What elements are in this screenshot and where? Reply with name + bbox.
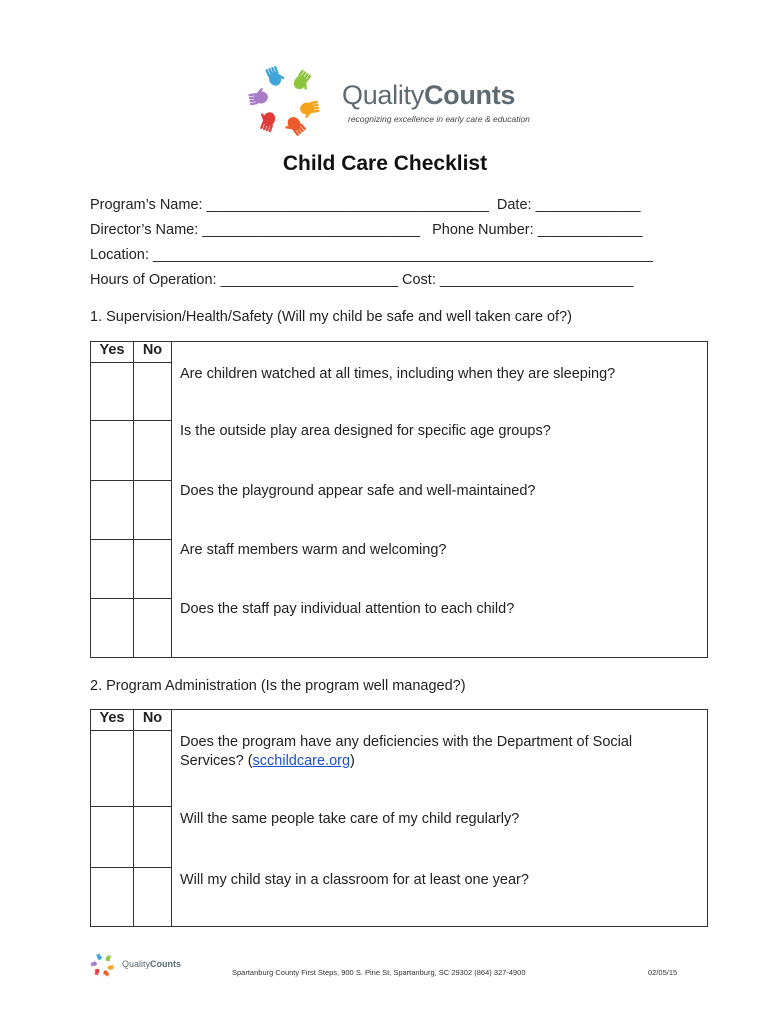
hand-print-icon — [256, 109, 277, 132]
yes-checkbox[interactable] — [91, 598, 134, 657]
no-column-header: No — [134, 710, 172, 731]
hand-print-icon — [90, 960, 97, 966]
no-checkbox[interactable] — [134, 806, 172, 867]
no-checkbox[interactable] — [134, 480, 172, 539]
footer-date: 02/05/15 — [648, 968, 678, 977]
no-checkbox[interactable] — [134, 730, 172, 806]
hand-print-icon — [96, 953, 103, 961]
no-checkbox[interactable] — [134, 539, 172, 598]
checklist-question: Will the same people take care of my child regularly? — [172, 806, 708, 867]
section1-checklist-table — [90, 341, 708, 658]
logo-tagline: recognizing excellence in early care & education — [348, 114, 530, 124]
hand-print-icon — [107, 965, 114, 971]
checklist-question: Does the program have any deficiencies with the Department of Social Services? (scchildcare.org) — [172, 730, 708, 806]
yes-column-header: Yes — [91, 342, 134, 363]
hands-logo-icon — [246, 62, 326, 140]
location-field[interactable]: Location: ______________________________________________________________ — [90, 247, 653, 263]
no-checkbox[interactable] — [134, 420, 172, 480]
yes-column-header: Yes — [91, 710, 134, 731]
footer-brand-name: QualityCounts — [122, 959, 182, 969]
section2-checklist-table — [90, 709, 708, 927]
yes-checkbox[interactable] — [91, 420, 134, 480]
logo-brand-name: QualityCounts — [342, 80, 516, 110]
director-phone-field[interactable]: Director’s Name: ___________________________ Phone Number: _____________ — [90, 222, 643, 238]
yes-checkbox[interactable] — [91, 867, 134, 926]
hand-print-icon — [105, 954, 113, 962]
hand-print-icon — [102, 969, 110, 977]
footer-address: Spartanburg County First Steps, 900 S. Pine St, Spartanburg, SC 29302 (864) 327-4900 — [232, 968, 526, 977]
checklist-question: Does the playground appear safe and well-maintained? — [172, 480, 708, 539]
hand-print-icon — [265, 64, 286, 87]
section2-heading: 2. Program Administration (Is the program well managed?) — [90, 678, 466, 694]
yes-checkbox[interactable] — [91, 730, 134, 806]
yes-checkbox[interactable] — [91, 806, 134, 867]
checklist-question: Are children watched at all times, including when they are sleeping? — [172, 362, 708, 420]
no-checkbox[interactable] — [134, 362, 172, 420]
no-checkbox[interactable] — [134, 598, 172, 657]
hand-print-icon — [93, 968, 100, 976]
yes-checkbox[interactable] — [91, 539, 134, 598]
no-checkbox[interactable] — [134, 867, 172, 926]
hand-print-icon — [291, 69, 315, 94]
checklist-question: Will my child stay in a classroom for at least one year? — [172, 867, 708, 926]
yes-checkbox[interactable] — [91, 480, 134, 539]
checklist-question: Are staff members warm and welcoming? — [172, 539, 708, 598]
hand-print-icon — [299, 101, 320, 120]
footer-logo — [88, 952, 198, 978]
footer-hands-icon — [88, 952, 118, 978]
hand-print-icon — [247, 87, 268, 106]
hours-cost-field[interactable]: Hours of Operation: ______________________ Cost: ________________________ — [90, 272, 634, 288]
hand-print-icon — [282, 114, 306, 139]
program-name-date-field[interactable]: Program’s Name: ___________________________________ Date: _____________ — [90, 197, 641, 213]
quality-counts-logo — [246, 62, 536, 140]
no-column-header: No — [134, 342, 172, 363]
section1-heading: 1. Supervision/Health/Safety (Will my child be safe and well taken care of?) — [90, 309, 572, 325]
page-title: Child Care Checklist — [282, 152, 488, 175]
scchildcare-link[interactable]: scchildcare.org — [252, 753, 351, 769]
checklist-question: Is the outside play area designed for specific age groups? — [172, 420, 708, 480]
yes-checkbox[interactable] — [91, 362, 134, 420]
checklist-question: Does the staff pay individual attention to each child? — [172, 598, 708, 657]
